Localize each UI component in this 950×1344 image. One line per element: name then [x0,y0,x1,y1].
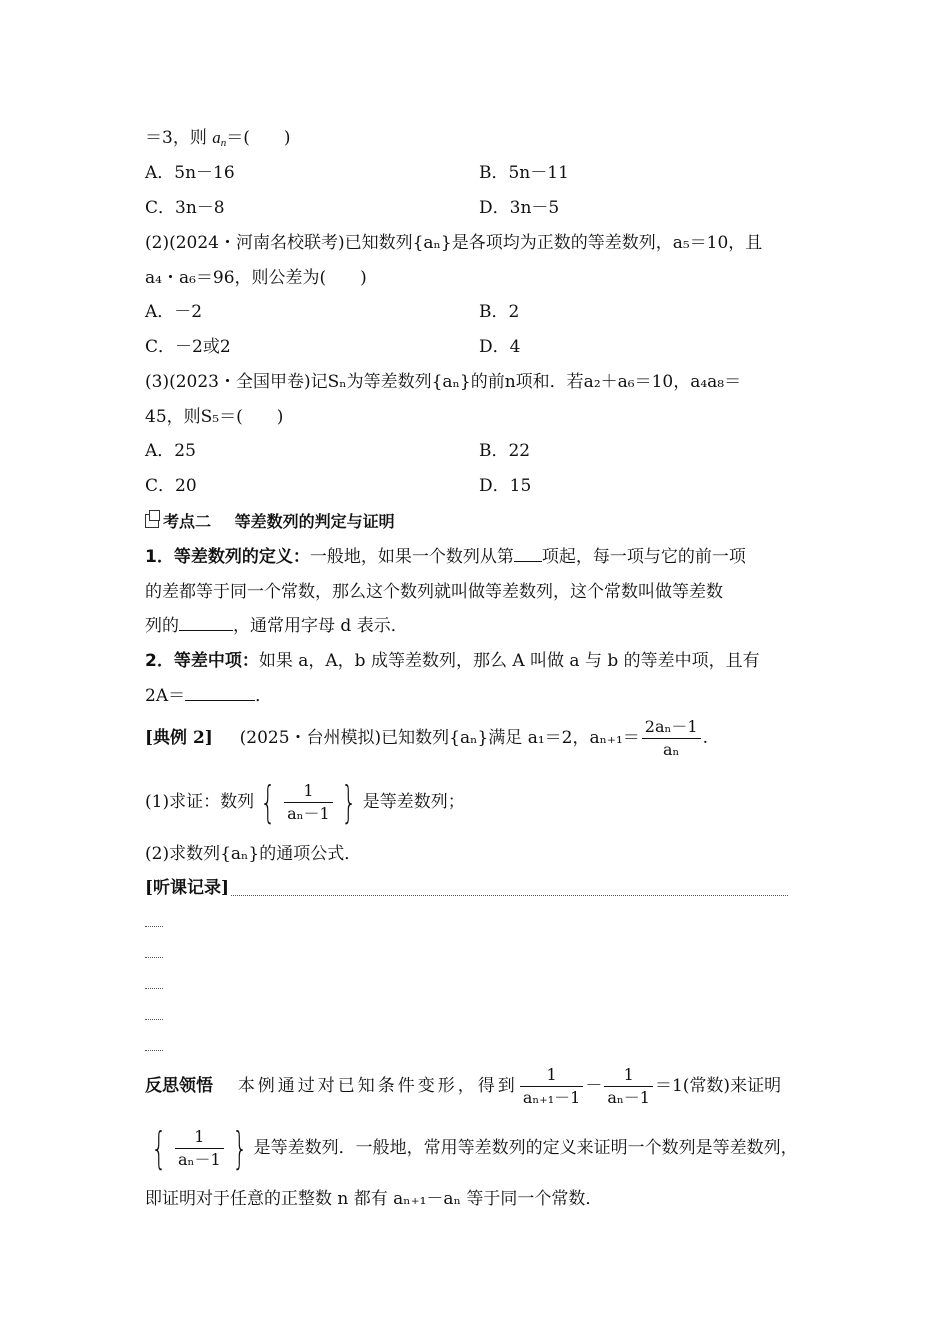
def1-line-3: 列的 ，通常用字母 d 表示． [145,616,408,636]
blank-common-difference [179,614,233,631]
record-line [145,1050,163,1051]
blank-start-term [514,545,542,562]
def2-line-1: 2．等差中项：如果 a，A，b 成等差数列，那么 A 叫做 a 与 b 的等差中项，且有 [145,651,760,671]
q3-stem-line-1: (3)(2023・全国甲卷)记Sₙ为等差数列{aₙ}的前n项和．若a₂＋a₆＝10，a₄a₈＝ [145,372,742,392]
q2-option-a: A．－2 [145,302,203,322]
reflection-line-3: 即证明对于任意的正整数 n 都有 aₙ₊₁－aₙ 等于同一个常数． [145,1189,603,1209]
q3-option-a: A．25 [145,441,196,461]
record-line [145,926,163,927]
q1-option-a: A．5n－16 [145,163,235,183]
q3-stem-line-2: 45，则S₅＝( ) [145,407,284,427]
reflection-line-1: 反思领悟 本例通过对已知条件变形，得到 $\frac{1}{\text{aₙ₊₁－1}}$ － $\frac{1}{\text{aₙ－1}}$ ＝1(常数)来证明 [145,1065,782,1107]
q3-options-row-1 [145,439,531,463]
record-line [145,957,163,958]
def1-line-1: 1．等差数列的定义：一般地，如果一个数列从第 项起，每一项与它的前一项 [145,547,746,567]
example-2: [典例 2] (2025・台州模拟)已知数列{aₙ}满足 a₁＝2，aₙ₊₁＝ $\frac{\text{2aₙ－1}}{\text{aₙ}}$ . [145,717,708,759]
blank-middle-term [185,684,255,701]
q1-options-row-1 [145,161,569,185]
q2-stem-line-1: (2)(2024・河南名校联考)已知数列{aₙ}是各项均为正数的等差数列，a₅＝10，且 [145,233,763,253]
def1-line-2: 的差都等于同一个常数，那么这个数列就叫做等差数列，这个常数叫做等差数 [145,582,723,602]
q3-option-c: C．20 [145,476,197,496]
sequence-brace: { $\frac{1}{\text{aₙ－1}}$ } [260,776,357,828]
q2-options-row-1 [145,300,520,324]
q2-option-b: B．2 [479,302,520,322]
reflection-brace: { $\frac{1}{\text{aₙ－1}}$ } [151,1122,248,1174]
q1-option-b: B．5n－11 [479,163,569,183]
q3-option-b: B．22 [479,441,531,461]
reflection-line-2: { $\frac{1}{\text{aₙ－1}}$ } 是等差数列．一般地，常用等差数列的定义来证明一个数列是等差数列， [145,1122,798,1174]
q2-option-d: D．4 [479,337,521,357]
example-label: [典例 2] [145,728,213,748]
q1-option-c: C．3n－8 [145,198,225,218]
q1-option-d: D．3n－5 [479,198,560,218]
q1-options-row-2 [145,196,560,220]
reflection-label: 反思领悟 [145,1076,213,1096]
example-part-1: (1)求证：数列 { $\frac{1}{\text{aₙ－1}}$ } 是等差数列； [145,776,465,828]
section-heading [145,510,395,534]
def2-line-2: 2A＝ ． [145,686,273,706]
reflection-fraction-2: $\frac{1}{\text{aₙ－1}}$ [604,1064,653,1109]
section-label: 考点二 [163,512,212,531]
record-label: [听课记录] [145,878,230,898]
example-part-2: (2)求数列{aₙ}的通项公式． [145,844,362,864]
section-title: 等差数列的判定与证明 [234,512,395,531]
example-recurrence-fraction: $\frac{\text{2aₙ－1}}{\text{aₙ}}$ [642,716,701,761]
q3-options-row-2 [145,474,532,498]
record-line [145,988,163,989]
section-icon [145,514,159,528]
record-line [145,1019,163,1020]
q2-stem-line-2: a₄・a₆＝96，则公差为( ) [145,268,367,288]
record-rule [231,895,788,896]
q1-stem-tail: ＝3，则 $a_n=$( ) [145,128,291,149]
reflection-fraction-1: $\frac{1}{\text{aₙ₊₁－1}}$ [520,1064,584,1109]
q3-option-d: D．15 [479,476,532,496]
q2-option-c: C．－2或2 [145,337,231,357]
q2-options-row-2 [145,335,521,359]
